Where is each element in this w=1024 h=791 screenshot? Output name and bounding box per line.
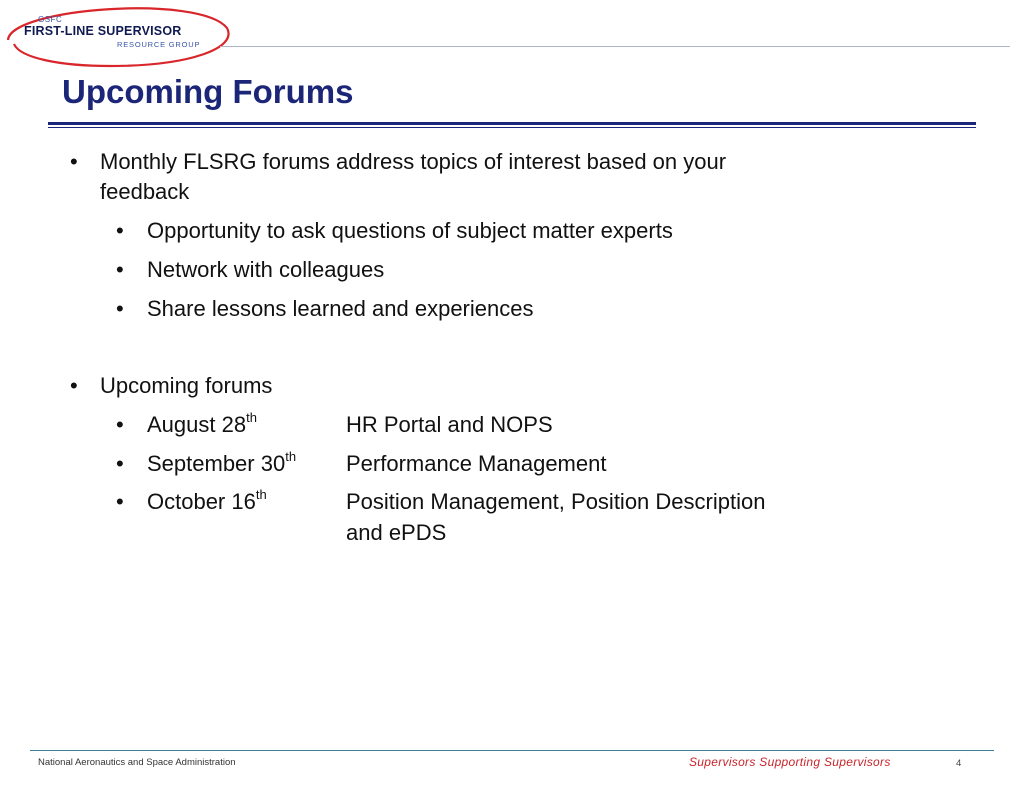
bullet-item-continuation <box>100 177 189 207</box>
title-underline-thin <box>48 127 976 128</box>
slide-title: Upcoming Forums <box>62 73 354 110</box>
logo-sub-text: RESOURCE GROUP <box>117 40 201 49</box>
bullet-text: Upcoming forums <box>100 373 273 398</box>
sub-bullet-item <box>116 294 534 324</box>
sub-bullet-text: Opportunity to ask questions of subject matter experts <box>147 218 673 243</box>
forum-topic: HR Portal and NOPS <box>346 412 553 437</box>
bullet-marker: • <box>116 489 124 514</box>
forum-topic: and ePDS <box>346 520 447 545</box>
footer-divider <box>30 750 994 751</box>
title-underline-thick <box>48 122 976 125</box>
logo-gsfc-text: GSFC <box>38 15 63 24</box>
bullet-marker: • <box>116 257 124 282</box>
forum-topic: Position Management, Position Description <box>346 489 766 514</box>
forum-item <box>116 487 766 517</box>
date-suffix: th <box>255 487 267 502</box>
sub-bullet-text: Share lessons learned and experiences <box>147 296 534 321</box>
forum-item <box>116 449 607 479</box>
forum-date: October 16th <box>147 487 267 514</box>
forum-date: September 30th <box>147 449 297 476</box>
logo-main-text: FIRST-LINE SUPERVISOR <box>24 24 182 38</box>
page-number: 4 <box>956 758 962 769</box>
forum-topic: Performance Management <box>346 451 607 476</box>
sub-bullet-item <box>116 255 385 285</box>
footer-tagline: Supervisors Supporting Supervisors <box>689 755 891 769</box>
bullet-marker: • <box>116 218 124 243</box>
bullet-text-line: feedback <box>100 179 190 204</box>
bullet-text-line: Monthly FLSRG forums address topics of interest based on your <box>100 149 727 174</box>
date-suffix: th <box>246 410 257 425</box>
bullet-marker: • <box>70 149 78 174</box>
bullet-marker: • <box>116 412 124 437</box>
bullet-item <box>70 147 727 177</box>
forum-item <box>116 410 553 440</box>
flsrg-logo <box>0 0 240 80</box>
bullet-marker: • <box>70 373 78 398</box>
sub-bullet-item <box>116 216 673 246</box>
bullet-marker: • <box>116 451 124 476</box>
bullet-marker: • <box>116 296 124 321</box>
sub-bullet-text: Network with colleagues <box>147 257 385 282</box>
forum-date: August 28th <box>147 410 257 437</box>
header-divider <box>220 46 1010 47</box>
footer-organization: National Aeronautics and Space Administration <box>38 757 236 768</box>
bullet-item <box>70 371 273 401</box>
date-suffix: th <box>285 449 297 464</box>
